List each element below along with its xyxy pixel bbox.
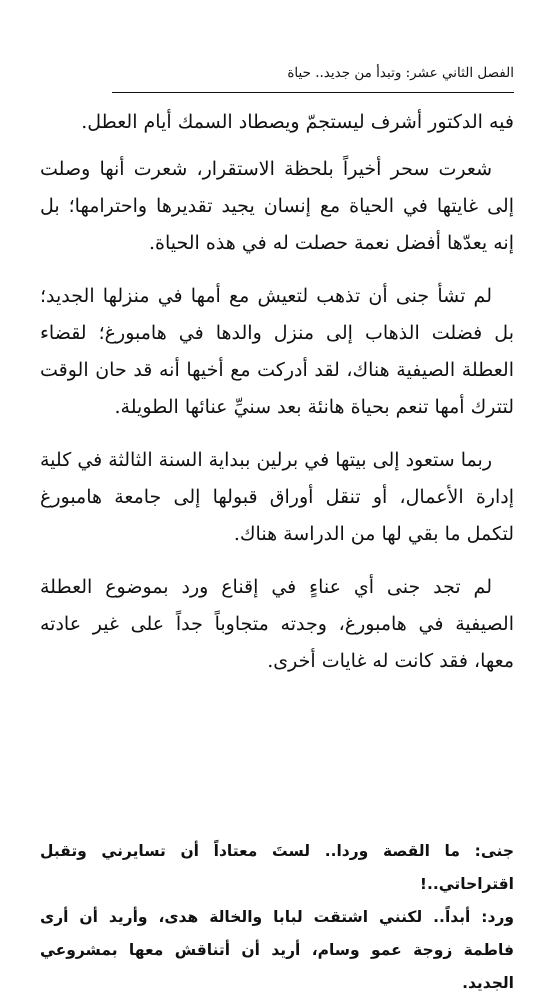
paragraph: ربما ستعود إلى بيتها في برلين ببداية السنة الثالثة في كلية إدارة الأعمال، أو تنقل أوراق قبولها إلى جامعة هامبورغ لتكمل ما بقي لها من الدراسة هناك. [40, 449, 514, 545]
body-text [40, 104, 514, 696]
header-rule [112, 92, 514, 93]
dialogue-line: جنى: ما القصة وردا.. لستَ معتاداً أن تسايرني وتقبل اقتراحاتي..! [40, 842, 514, 893]
paragraph: فيه الدكتور أشرف ليستجمّ ويصطاد السمك أيام العطل. [81, 111, 514, 133]
paragraph: لم تشأ جنى أن تذهب لتعيش مع أمها في منزلها الجديد؛ بل فضلت الذهاب إلى منزل والدها في هامبورغ؛ لقضاء العطلة الصيفية هناك، لقد أدركت مع أخيها أنه قد حان الوقت لتترك أمها تنعم بحياة هانئة بعد سنيِّ عنائها الطويلة. [40, 285, 514, 418]
paragraph: شعرت سحر أخيراً بلحظة الاستقرار، شعرت أنها وصلت إلى غايتها في الحياة مع إنسان يجيد تقديرها واحترامها؛ بل إنه يعدّها أفضل نعمة حصلت له في هذه الحياة. [40, 158, 514, 254]
dialogue-line: ورد: أبداً.. لكنني اشتقت لبابا والخالة هدى، وأريد أن أرى فاطمة زوجة عمو وسام، أريد أن أتناقش معها بمشروعي الجديد. [40, 908, 514, 992]
paragraph: لم تجد جنى أي عناءٍ في إقناع ورد بموضوع العطلة الصيفية في هامبورغ، وجدته متجاوباً جداً على غير عادته معها، فقد كانت له غايات أخرى. [40, 576, 514, 672]
running-header: الفصل الثاني عشر: وتبدأ من جديد.. حياة [287, 65, 514, 81]
dialogue-block [40, 835, 514, 1000]
